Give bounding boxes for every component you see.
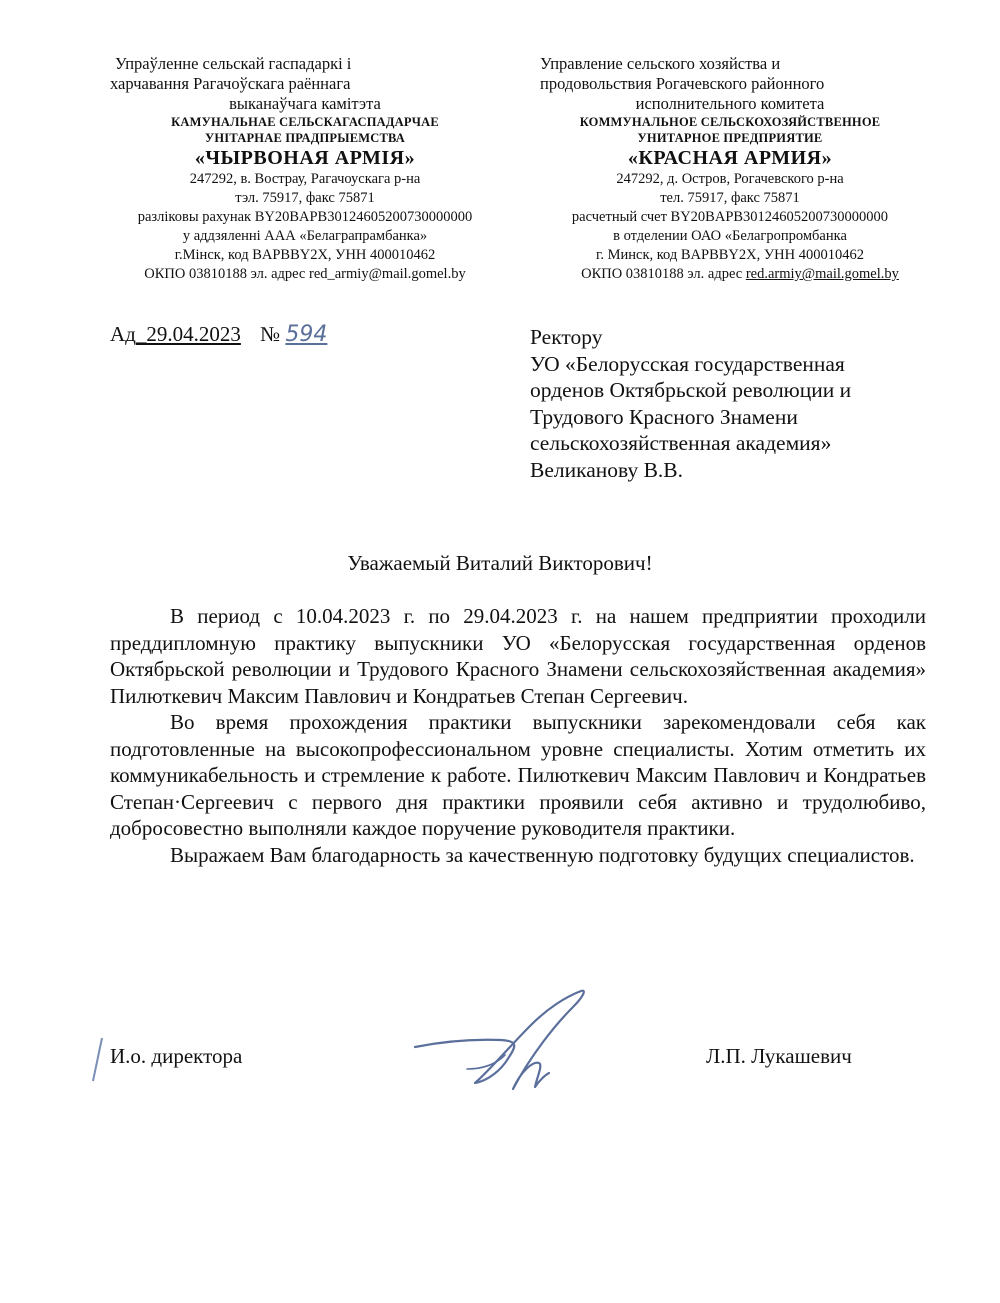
addressee-line1: Ректору — [530, 325, 603, 349]
paragraph-1: В период с 10.04.2023 г. по 29.04.2023 г. на нашем предприятии проходили преддипломную практику выпускники УО «Белорусская государственная орденов Октябрьской революции и Трудового Красного Знамени сельскохозяйственная академия» Пилюткевич Максим Павлович и Кондратьев Степан Сергеевич. — [110, 604, 926, 708]
right-bank: в отделении ОАО «Белагропромбанка — [613, 228, 847, 244]
signatory-name: Л.П. Лукашевич — [706, 1044, 852, 1068]
reference-date: _29.04.2023 — [135, 322, 241, 346]
right-phone: тел. 75917, факс 75871 — [660, 190, 800, 206]
addressee-line3: орденов Октябрьской революции и — [530, 378, 852, 402]
left-phone: тэл. 75917, факс 75871 — [235, 190, 375, 206]
paragraph-3: Выражаем Вам благодарность за качественную подготовку будущих специалистов. — [170, 842, 915, 867]
left-address: 247292, в. Вострау, Рагачоускага р-на — [189, 171, 421, 187]
left-okpo-email: ОКПО 03810188 эл. адрес red_armiy@mail.gomel.by — [144, 266, 466, 282]
handwritten-signature — [405, 985, 605, 1105]
right-bank-code: г. Минск, код BAPBBY2X, УНН 400010462 — [596, 247, 864, 263]
reference-line — [110, 322, 327, 347]
left-account: разліковы рахунак BY20BAPB30124605200730000000 — [137, 209, 473, 225]
left-dept-line1: Упраўленне сельскай гаспадаркі і — [115, 54, 352, 73]
letter-body — [110, 603, 926, 868]
signatory-position: И.о. директора — [110, 1044, 243, 1068]
email-link[interactable]: red.armiy@mail.gomel.by — [745, 266, 899, 282]
addressee-line2: УО «Белорусская государственная — [530, 351, 845, 376]
left-org-name: «ЧЫРВОНАЯ АРМІЯ» — [194, 147, 416, 169]
addressee-line5: сельскохозяйственная академия» — [530, 431, 832, 455]
right-dept-line3: исполнительного комитета — [635, 94, 825, 113]
left-enterprise-type-line2: УНІТАРНАЕ ПРАДПРЫЕМСТВА — [204, 131, 406, 145]
right-enterprise-type-line1: КОММУНАЛЬНОЕ СЕЛЬСКОХОЗЯЙСТВЕННОЕ — [579, 115, 881, 129]
letterhead-right — [520, 54, 940, 284]
right-org-name: «КРАСНАЯ АРМИЯ» — [627, 147, 833, 169]
reference-prefix: Ад — [110, 322, 136, 346]
margin-mark — [88, 1035, 108, 1085]
reference-number: 594 — [285, 322, 328, 347]
right-account: расчетный счет BY20BAPB30124605200730000000 — [571, 209, 889, 225]
right-dept-line1: Управление сельского хозяйства и — [540, 54, 781, 73]
left-dept-line2: харчавання Рагачоўскага раённага — [110, 74, 351, 93]
left-dept-line3: выканаўчага камітэта — [229, 94, 381, 113]
right-enterprise-type-line2: УНИТАРНОЕ ПРЕДПРИЯТИЕ — [637, 131, 823, 145]
right-okpo-label: ОКПО 03810188 эл. адрес — [581, 266, 746, 282]
right-okpo-email — [520, 265, 940, 284]
addressee-block — [530, 324, 960, 483]
letterhead-left — [95, 54, 515, 284]
right-address: 247292, д. Остров, Рогачевского р-на — [616, 171, 844, 187]
addressee-line4: Трудового Красного Знамени — [530, 404, 798, 429]
left-bank-code: г.Мінск, код BAPBBY2X, УНН 400010462 — [174, 247, 436, 263]
salutation: Уважаемый Виталий Викторович! — [347, 551, 653, 575]
paragraph-2: Во время прохождения практики выпускники зарекомендовали себя как подготовленные на высокопрофессиональном уровне специалисты. Хотим отметить их коммуникабельность и стремление к работе. Пилюткевич Максим Павлович и Кондратьев Степан·Сергеевич с первого дня практики проявили себя активно и трудолюбиво, добросовестно выполняли каждое поручение руководителя практики. — [110, 710, 926, 840]
reference-number-sign: № — [260, 322, 281, 346]
left-enterprise-type-line1: КАМУНАЛЬНАЕ СЕЛЬСКАГАСПАДАРЧАЕ — [171, 115, 439, 129]
right-dept-line2: продовольствия Рогачевского районного — [540, 74, 825, 93]
addressee-line6: Великанову В.В. — [530, 457, 684, 482]
left-bank: у аддзяленні ААА «Белаграпрамбанка» — [182, 228, 428, 244]
